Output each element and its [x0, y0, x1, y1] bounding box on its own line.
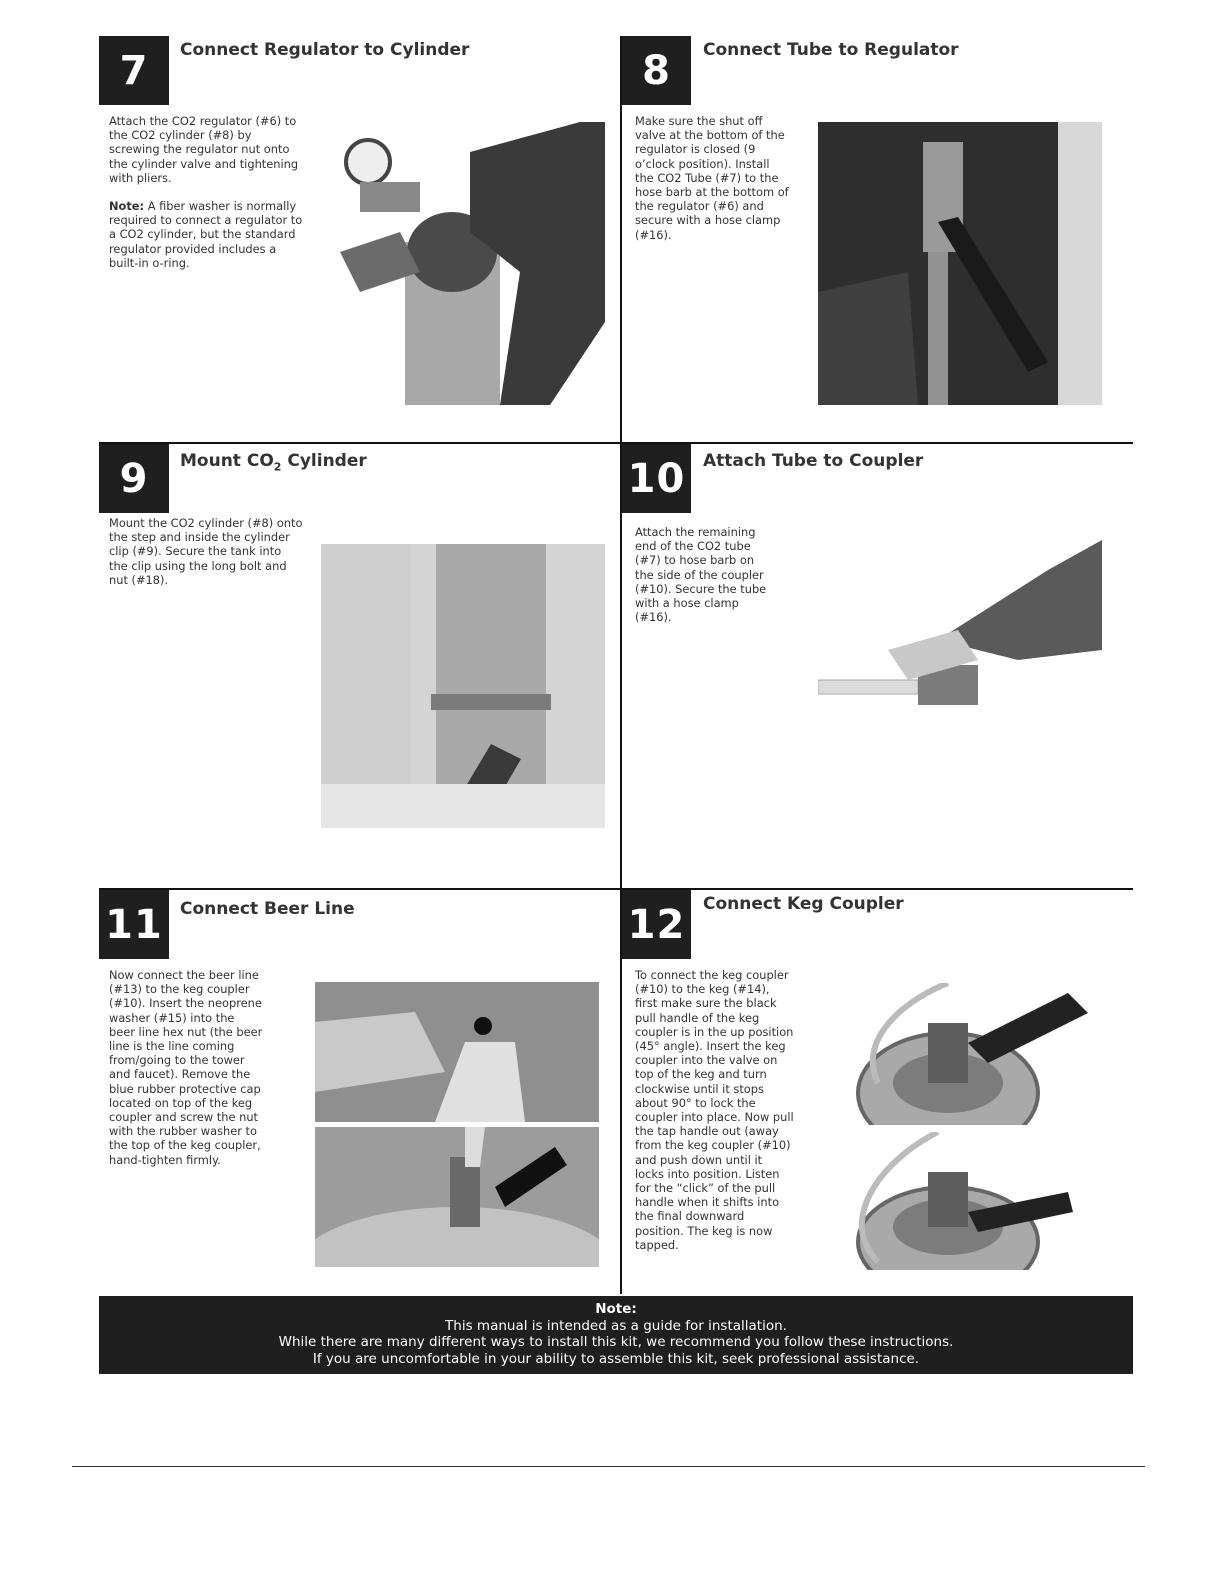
- tube-regulator-photo: [818, 122, 1102, 405]
- step-paragraph: Attach the remaining end of the CO2 tube (#7) to hose barb on the side of the coupler (#10). Secure the tube with a hose clamp (#16).: [635, 525, 767, 625]
- keg-coupler-photo-top: [818, 983, 1102, 1125]
- step-body: [109, 968, 314, 1167]
- step-body: [635, 114, 810, 242]
- note-label: Note:: [109, 199, 145, 214]
- tube-coupler-photo: [818, 540, 1102, 722]
- step-title: Connect Tube to Regulator: [703, 40, 959, 60]
- step-note: [109, 199, 319, 270]
- keg-coupler-photo-bottom: [818, 1132, 1102, 1270]
- installation-note: [99, 1296, 1133, 1374]
- title-part: Mount CO: [180, 451, 274, 471]
- photo-illustration: [315, 982, 599, 1122]
- step-title: Connect Regulator to Cylinder: [180, 40, 470, 60]
- note-line: While there are many different ways to install this kit, we recommend you follow these instructions.: [278, 1334, 954, 1350]
- mount-cylinder-photo: [321, 544, 605, 828]
- step-body: [109, 114, 319, 270]
- step-number: 12: [622, 890, 691, 959]
- step-number: 10: [622, 444, 691, 513]
- photo-illustration: [315, 1127, 599, 1267]
- step-number: 7: [99, 36, 169, 105]
- photo-illustration: [818, 122, 1102, 405]
- regulator-cylinder-photo: [320, 122, 605, 405]
- step-body: [635, 968, 810, 1252]
- photo-illustration: [320, 122, 605, 405]
- note-line: If you are uncomfortable in your ability to assemble this kit, seek professional assistance.: [312, 1350, 920, 1367]
- title-part: Cylinder: [281, 451, 367, 471]
- step-title: [180, 451, 367, 473]
- step-number: 11: [99, 890, 169, 959]
- note-line: This manual is intended as a guide for installation.: [445, 1317, 787, 1334]
- step-paragraph: Mount the CO2 cylinder (#8) onto the step and inside the cylinder clip (#9). Secure the tank into the clip using the long bolt and nut (#18).: [109, 516, 303, 587]
- step-number: 9: [99, 444, 169, 513]
- title-subscript: 2: [273, 460, 282, 474]
- photo-illustration: [818, 1132, 1102, 1270]
- horizontal-divider-1: [99, 442, 1133, 444]
- step-title: Connect Beer Line: [180, 899, 355, 919]
- beer-line-photo-top: [315, 982, 599, 1122]
- step-paragraph: To connect the keg coupler (#10) to the keg (#14), first make sure the black pull handle of the keg coupler is in the up position (45° angle). Insert the keg coupler into the valve on top of the keg and turn clockwise until it stops about 90° to lock the coupler into place. Now pull the tap handle out (away from the keg coupler (#10) and push down until it locks into position. Listen for the “click” of the pull handle when it shifts into the final downward position. The keg is now tapped.: [635, 968, 794, 1252]
- note-text: A fiber washer is normally required to connect a regulator to a CO2 cylinder, but the standard regulator provided includes a built-in o-ring.: [109, 199, 303, 270]
- step-body: [109, 516, 321, 587]
- beer-line-photo-bottom: [315, 1127, 599, 1267]
- step-title: Connect Keg Coupler: [703, 894, 904, 914]
- step-number: 8: [622, 36, 691, 105]
- step-paragraph: Now connect the beer line (#13) to the keg coupler (#10). Insert the neoprene washer (#15) into the beer line hex nut (the beer line is the line coming from/going to the tower and faucet). Remove the blue rubber protective cap located on top of the keg coupler and screw the nut with the rubber washer to the top of the keg coupler, hand-tighten firmly.: [109, 968, 263, 1167]
- photo-illustration: [321, 544, 605, 828]
- note-title: Note:: [595, 1301, 637, 1317]
- step-paragraph: Make sure the shut off valve at the bottom of the regulator is closed (9 o’clock position). Install the CO2 Tube (#7) to the hose barb at the bottom of the regulator (#6) and secure with a hose clamp (#16).: [635, 114, 789, 242]
- vertical-divider: [620, 36, 622, 1294]
- step-body: [635, 525, 810, 624]
- horizontal-divider-2: [99, 888, 1133, 890]
- footer-rule: [72, 1466, 1145, 1467]
- step-title: Attach Tube to Coupler: [703, 451, 924, 471]
- photo-illustration: [818, 983, 1102, 1125]
- photo-illustration: [818, 540, 1102, 722]
- step-paragraph: Attach the CO2 regulator (#6) to the CO2 cylinder (#8) by screwing the regulator nut onto the cylinder valve and tightening with pliers.: [109, 114, 299, 185]
